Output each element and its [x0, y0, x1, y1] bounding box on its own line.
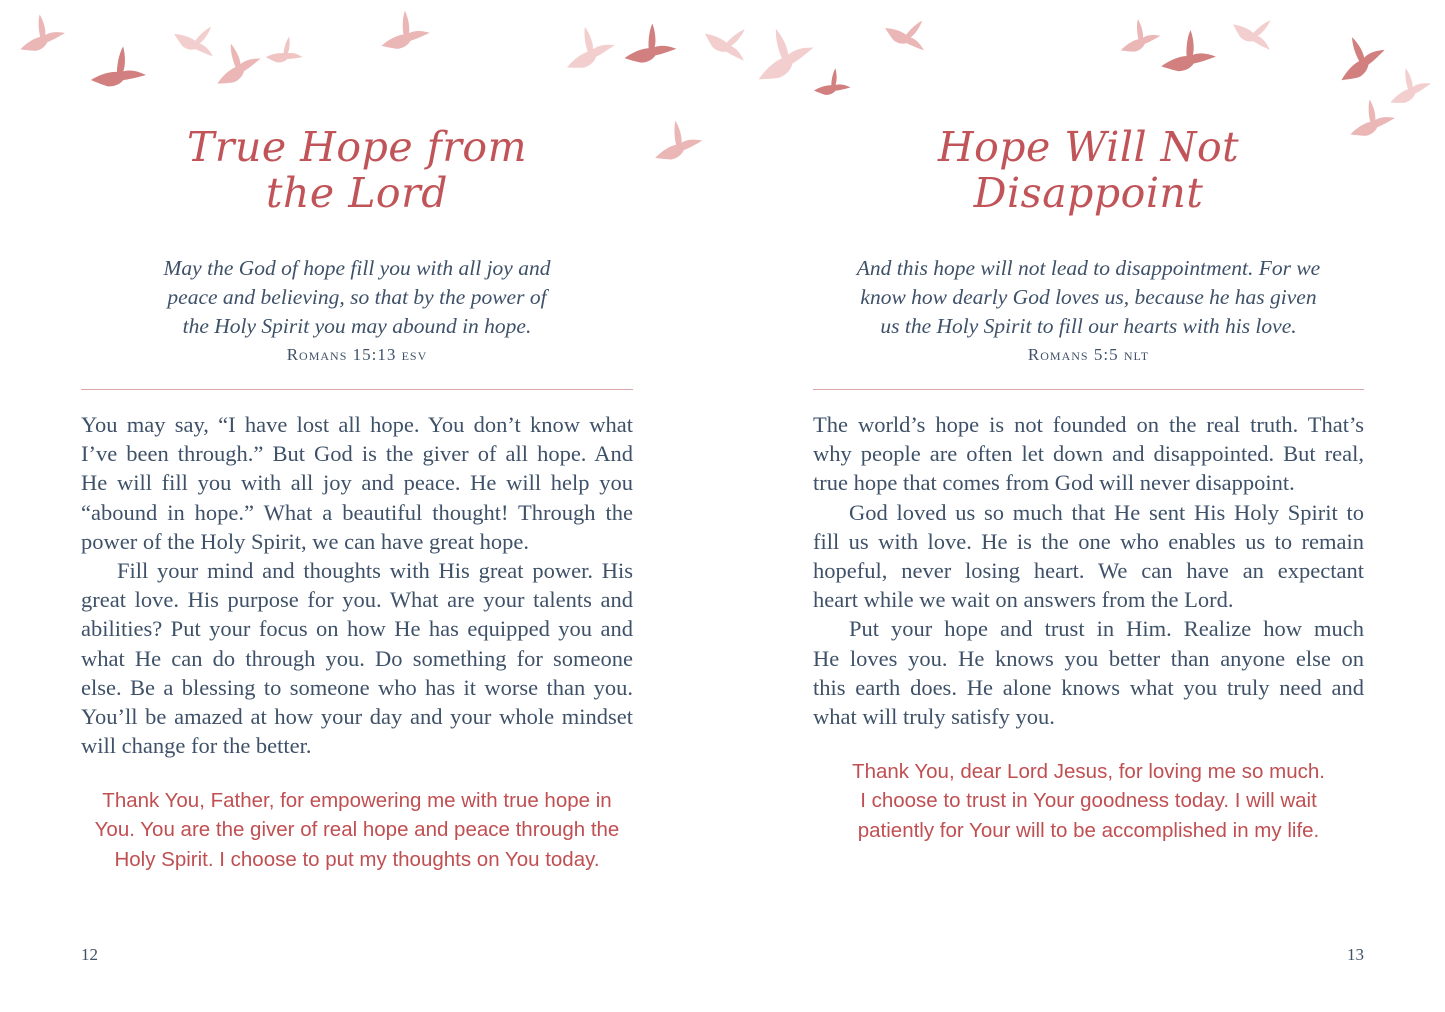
- page-title: [813, 124, 1364, 216]
- body-line: You may say, “I have lost all hope. You don’t know what: [81, 412, 633, 437]
- verse-line: May the God of hope fill you with all joy and: [163, 256, 551, 280]
- divider: [81, 389, 633, 390]
- prayer-line: You. You are the giver of real hope and peace through the: [94, 818, 620, 842]
- title-line: True Hope from: [187, 123, 527, 171]
- body-line: He loves you. He knows you better than anyone else on: [813, 645, 1364, 671]
- body-line: power of the Holy Spirit, we can have great hope.: [81, 528, 529, 554]
- verse-line: us the Holy Spirit to fill our hearts with his love.: [880, 314, 1297, 338]
- prayer-line: Thank You, Father, for empowering me with true hope in: [102, 789, 612, 812]
- prayer-line: patiently for Your will to be accomplished in my life.: [857, 818, 1320, 842]
- body-line: why people are often let down and disappointed. But real,: [813, 441, 1364, 467]
- verse-line: know how dearly God loves us, because he has given: [860, 285, 1317, 309]
- body-line: heart while we wait on answers from the Lord.: [813, 587, 1234, 613]
- body-line: true hope that comes from God will never disappoint.: [813, 470, 1295, 496]
- body-line: great love. His purpose for you. What are your talents and: [81, 587, 633, 613]
- prayer-line: Holy Spirit. I choose to put my thoughts on You today.: [114, 847, 600, 871]
- body-line: this earth does. He alone knows what you truly need and: [813, 674, 1364, 700]
- body-line: I’ve been through.” But God is the giver of all hope. And: [81, 441, 633, 467]
- scripture-reference: Romans 5:5 nlt: [1027, 345, 1150, 364]
- bird-icon: [741, 18, 815, 89]
- body-line: fill us with love. He is the one who enables us to remain: [813, 528, 1364, 554]
- prayer: [81, 786, 633, 874]
- right-page: [813, 0, 1364, 1012]
- bird-icon: [1379, 61, 1432, 110]
- page-number: 12: [81, 945, 98, 964]
- page-number: 13: [1347, 945, 1364, 964]
- scripture-verse: [81, 254, 633, 341]
- body-line: hopeful, never losing heart. We can have an expectant: [813, 558, 1364, 584]
- devotional-body: [81, 410, 633, 760]
- scripture-verse: [813, 254, 1364, 341]
- bird-icon: [644, 114, 703, 167]
- body-line: will change for the better.: [81, 733, 312, 759]
- title-line: Hope Will Not: [937, 123, 1240, 171]
- body-line: what He can do through you. Do something for someone: [81, 645, 633, 671]
- body-line: He will fill you with all joy and peace. He will help you: [81, 470, 633, 496]
- body-line: You’ll be amazed at how your day and your whole mindset: [81, 704, 633, 730]
- title-line: Disappoint: [973, 169, 1204, 217]
- verse-line: the Holy Spirit you may abound in hope.: [182, 314, 532, 338]
- body-line: Put your hope and trust in Him. Realize how much: [849, 616, 1364, 642]
- body-line: “abound in hope.” What a beautiful thought! Through the: [81, 499, 633, 525]
- body-line: else. Be a blessing to someone who has it worse than you.: [81, 674, 633, 700]
- body-line: Fill your mind and thoughts with His great power. His: [117, 558, 633, 584]
- scripture-reference: Romans 15:13 esv: [286, 345, 428, 364]
- body-line: The world’s hope is not founded on the real truth. That’s: [813, 412, 1364, 437]
- body-line: what will truly satisfy you.: [813, 704, 1055, 730]
- prayer-line: I choose to trust in Your goodness today. I will wait: [860, 789, 1317, 813]
- page-title: [81, 124, 633, 216]
- bird-icon: [10, 8, 66, 58]
- title-line: the Lord: [266, 169, 448, 217]
- prayer: [813, 757, 1364, 845]
- divider: [813, 389, 1364, 390]
- verse-line: And this hope will not lead to disappointment. For we: [856, 256, 1321, 280]
- left-page: [81, 0, 633, 1012]
- prayer-line: Thank You, dear Lord Jesus, for loving me so much.: [852, 760, 1325, 783]
- verse-line: peace and believing, so that by the power of: [167, 285, 547, 309]
- bird-icon: [701, 15, 756, 63]
- body-line: God loved us so much that He sent His Holy Spirit to: [849, 499, 1364, 525]
- devotional-body: [813, 410, 1364, 731]
- body-line: abilities? Put your focus on how He has equipped you and: [81, 616, 633, 642]
